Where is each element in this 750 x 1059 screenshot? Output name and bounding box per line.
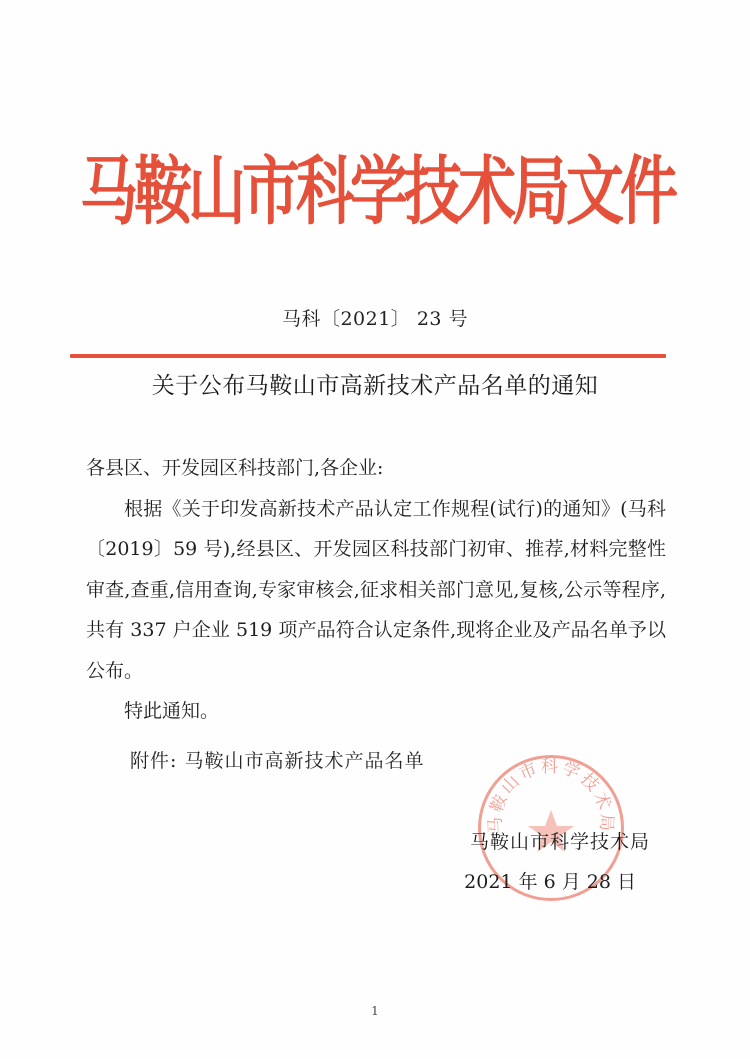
document-number: 马科〔2021〕 23 号 — [281, 308, 469, 330]
closing-line: 特此通知。 — [124, 700, 220, 722]
issuer-header: 马鞍山市科学技术局文件 — [80, 147, 675, 235]
svg-text:马鞍山市科学技术局: 马鞍山市科学技术局 — [485, 758, 617, 835]
signing-organization: 马鞍山市科学技术局 — [469, 831, 650, 853]
signing-date: 2021 年 6 月 28 日 — [464, 871, 636, 893]
attachment-line: 附件: 马鞍山市高新技术产品名单 — [130, 750, 425, 772]
red-divider-line — [70, 354, 666, 358]
addressee-line: 各县区、开发园区科技部门,各企业: — [86, 457, 384, 479]
notice-title: 关于公布马鞍山市高新技术产品名单的通知 — [151, 373, 599, 399]
notice-body — [86, 448, 666, 732]
page-number: 1 — [371, 1004, 379, 1018]
main-paragraph: 根据《关于印发高新技术产品认定工作规程(试行)的通知》(马科〔2019〕59 号),经县区、开发园区科技部门初审、推荐,材料完整性审查,查重,信用查询,专家审核会,征求相关部门意见,复核,公示等程序,共有 337 户企业 519 项产品符合认定条件,现将企业及产品名单予以公布。 — [86, 497, 666, 682]
signature-block — [420, 822, 650, 902]
